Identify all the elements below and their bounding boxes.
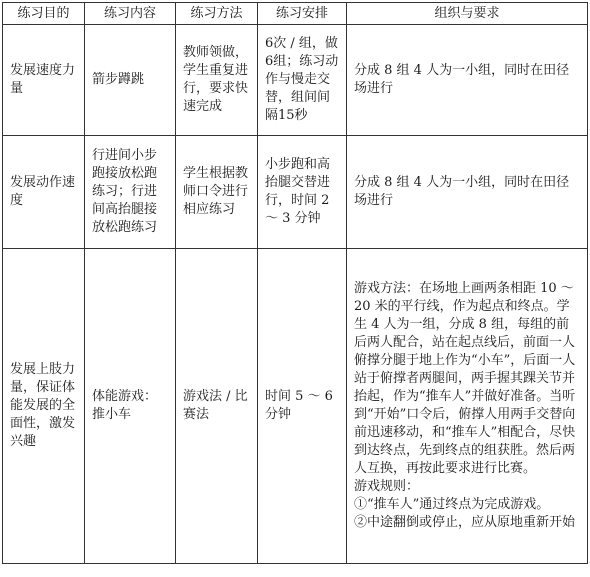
header-content: 练习内容	[85, 3, 176, 25]
cell-method: 游戏法 / 比赛法	[176, 249, 258, 564]
cell-schedule: 时间 5 ～ 6 分钟	[258, 249, 347, 564]
table-row	[3, 25, 588, 136]
game-method-text: 游戏方法：在场地上画两条相距 10 ～ 20 米的平行线，作为起点和终点。学生 4 人为一组，分成 8 组，每组的前后两人配合，站在起点线后，前面一人俯撑分腿于地上作为“小车”，后面一人站于俯撑者两腿间，两手握其踝关节并抬起，作为“推车人”并做好准备。当听到“开始”口令后，俯撑人用两手交替向前迅速移动，和“推车人”相配合，尽快到达终点，先到终点的组获胜。然后两人互换，再按此要求进行比赛。	[354, 281, 576, 476]
game-rule-2: ②中途翻倒或停止，应从原地重新开始	[354, 515, 576, 530]
cell-schedule: 小步跑和高抬腿交替进行，时间 2 ～ 3 分钟	[258, 136, 347, 249]
cell-purpose: 发展上肢力量，保证体能发展的全面性，激发兴趣	[3, 249, 85, 564]
header-purpose: 练习目的	[3, 3, 85, 25]
training-plan-table	[2, 2, 588, 564]
header-organization: 组织与要求	[347, 3, 588, 25]
cell-content: 箭步蹲跳	[85, 25, 176, 136]
cell-method: 教师领做，学生重复进行，要求快速完成	[176, 25, 258, 136]
game-rules-title: 游戏规则：	[354, 479, 420, 494]
game-rule-1: ①“推车人”通过终点为完成游戏。	[354, 497, 550, 512]
cell-organization: 分成 8 组 4 人为一小组，同时在田径场进行	[347, 25, 588, 136]
cell-content: 行进间小步跑接放松跑练习；行进间高抬腿接放松跑练习	[85, 136, 176, 249]
cell-organization	[347, 249, 588, 564]
cell-method: 学生根据教师口令进行相应练习	[176, 136, 258, 249]
table-row	[3, 136, 588, 249]
header-schedule: 练习安排	[258, 3, 347, 25]
cell-content: 体能游戏：推小车	[85, 249, 176, 564]
cell-purpose: 发展动作速度	[3, 136, 85, 249]
cell-purpose: 发展速度力量	[3, 25, 85, 136]
header-method: 练习方法	[176, 3, 258, 25]
table-header-row	[3, 3, 588, 25]
cell-schedule: 6次 / 组，做6组；练习动作与慢走交替，组间间隔15秒	[258, 25, 347, 136]
table-row	[3, 249, 588, 564]
cell-organization: 分成 8 组 4 人为一小组，同时在田径场进行	[347, 136, 588, 249]
